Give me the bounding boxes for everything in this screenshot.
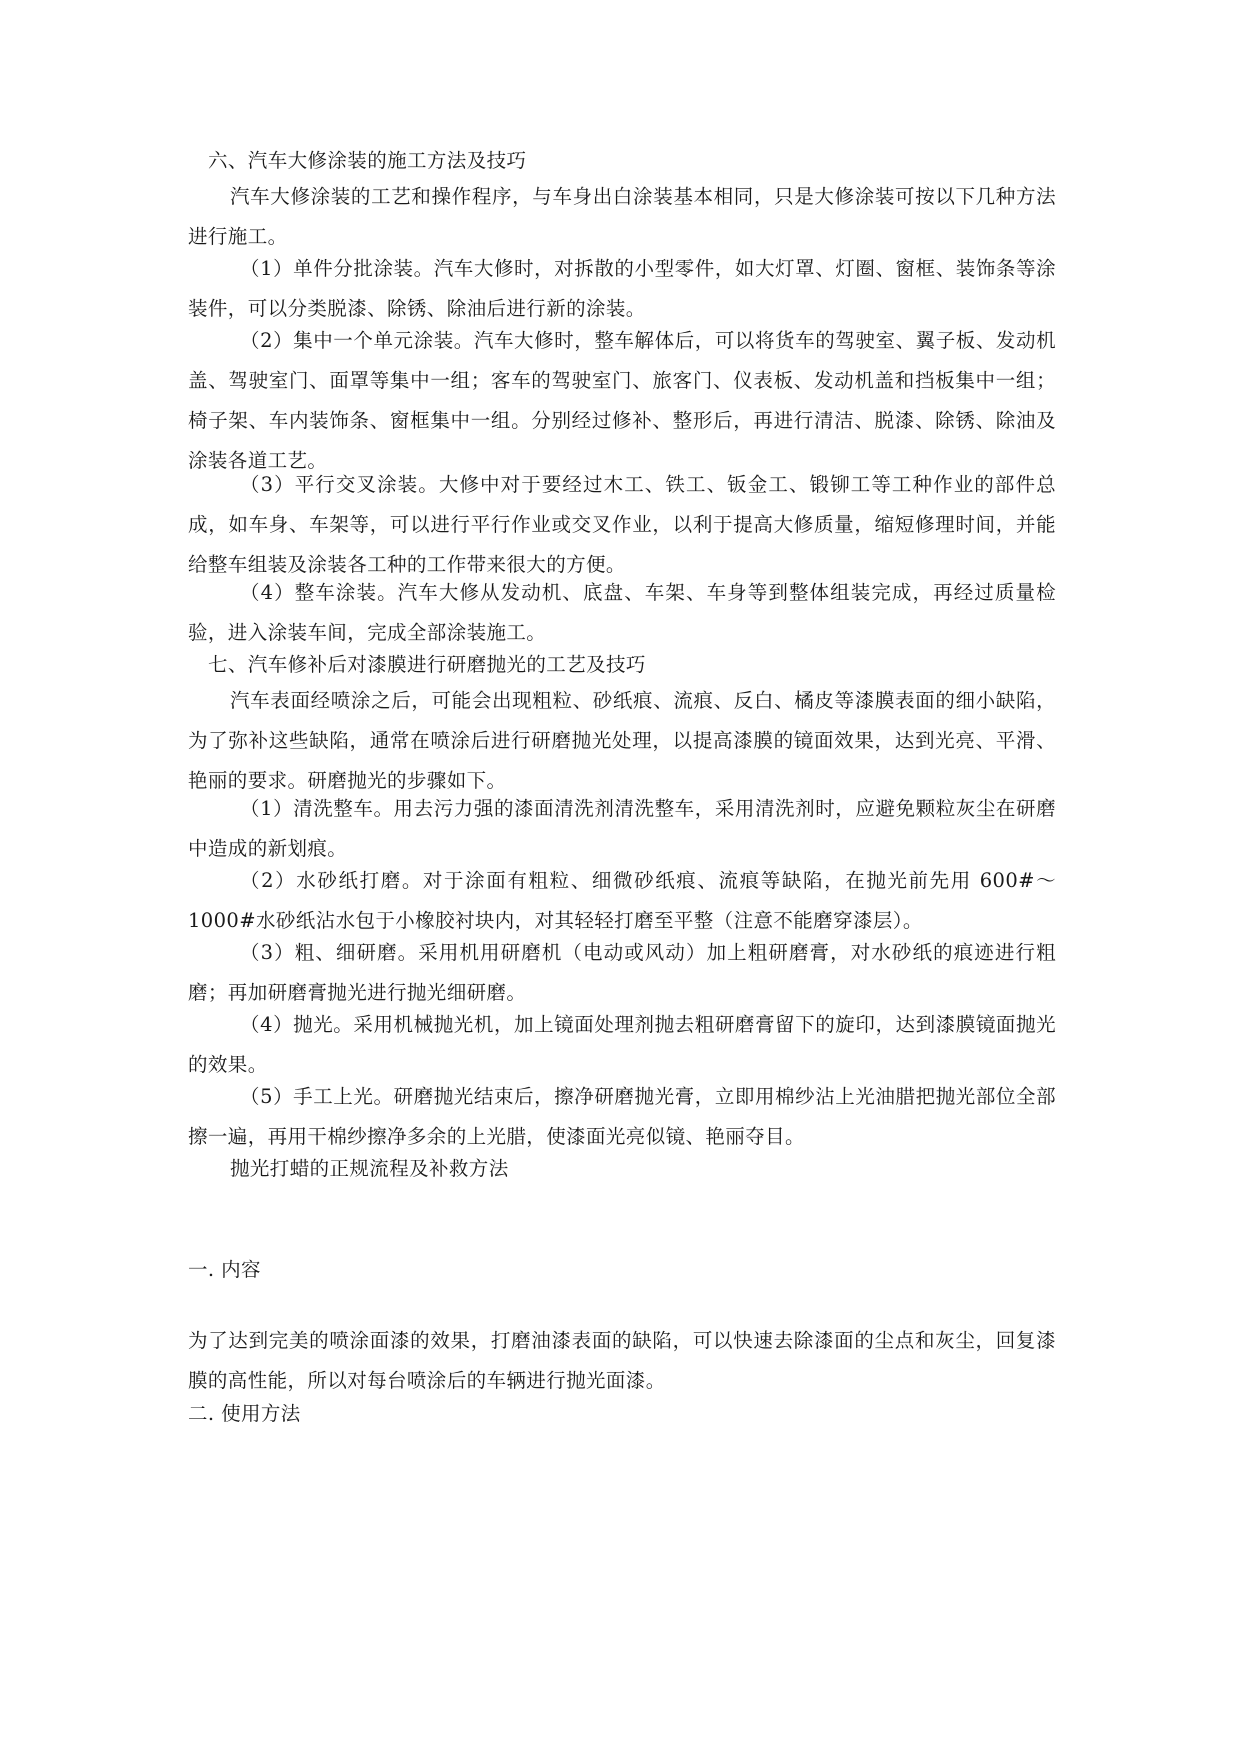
section-six-item-1-text: （1）单件分批涂装。汽车大修时，对拆散的小型零件，如大灯罩、灯圈、窗框、装饰条等涂装件，可以分类脱漆、除锈、除油后进行新的涂装。 [188, 257, 1056, 320]
section-six-item-3-text: （3）平行交叉涂装。大修中对于要经过木工、铁工、钣金工、锻铆工等工种作业的部件总成，如车身、车架等，可以进行平行作业或交叉作业，以利于提高大修质量，缩短修理时间，并能给整车组装及涂装各工种的工作带来很大的方便。 [188, 473, 1056, 576]
section-seven-intro [188, 681, 1056, 801]
section-six-item-2-text: （2）集中一个单元涂装。汽车大修时，整车解体后，可以将货车的驾驶室、翼子板、发动机盖、驾驶室门、面罩等集中一组；客车的驾驶室门、旅客门、仪表板、发动机盖和挡板集中一组；椅子架、车内装饰条、窗框集中一组。分别经过修补、整形后，再进行清洁、脱漆、除锈、除油及涂装各道工艺。 [188, 329, 1056, 472]
section-seven-intro-text: 汽车表面经喷涂之后，可能会出现粗粒、砂纸痕、流痕、反白、橘皮等漆膜表面的细小缺陷，为了弥补这些缺陷，通常在喷涂后进行研磨抛光处理，以提高漆膜的镜面效果，达到光亮、平滑、艳丽的要求。研磨抛光的步骤如下。 [188, 689, 1056, 792]
section-seven-item-4-text: （4）抛光。采用机械抛光机，加上镜面处理剂抛去粗研磨膏留下的旋印，达到漆膜镜面抛光的效果。 [188, 1013, 1056, 1076]
section-six-intro [188, 177, 1056, 257]
section-six-heading [188, 141, 1056, 181]
section-six-item-3 [188, 465, 1056, 585]
part-two-heading [188, 1394, 1056, 1434]
section-six-item-4-text: （4）整车涂装。汽车大修从发动机、底盘、车架、车身等到整体组装完成，再经过质量检验，进入涂装车间，完成全部涂装施工。 [188, 581, 1056, 644]
section-seven-item-2 [188, 861, 1056, 941]
section-six-item-2 [188, 321, 1056, 481]
section-seven-item-1-text: （1）清洗整车。用去污力强的漆面清洗剂清洗整车，采用清洗剂时，应避免颗粒灰尘在研磨中造成的新划痕。 [188, 797, 1056, 860]
part-one-heading [188, 1250, 1056, 1290]
wax-process-title [188, 1149, 1056, 1189]
section-seven-item-4 [188, 1005, 1056, 1085]
part-one-body-text: 为了达到完美的喷涂面漆的效果，打磨油漆表面的缺陷，可以快速去除漆面的尘点和灰尘，回复漆膜的高性能，所以对每台喷涂后的车辆进行抛光面漆。 [188, 1329, 1056, 1392]
section-seven-item-2-text: （2）水砂纸打磨。对于涂面有粗粒、细微砂纸痕、流痕等缺陷，在抛光前先用 600#～1000#水砂纸沾水包于小橡胶衬块内，对其轻轻打磨至平整（注意不能磨穿漆层）。 [188, 869, 1056, 932]
section-six-item-4 [188, 573, 1056, 653]
section-seven-item-3-text: （3）粗、细研磨。采用机用研磨机（电动或风动）加上粗研磨膏，对水砂纸的痕迹进行粗磨；再加研磨膏抛光进行抛光细研磨。 [188, 941, 1056, 1004]
section-six-heading-text: 六、汽车大修涂装的施工方法及技巧 [208, 149, 527, 172]
part-one-heading-text: 一. 内容 [188, 1258, 261, 1281]
section-seven-item-5-text: （5）手工上光。研磨抛光结束后，擦净研磨抛光膏，立即用棉纱沾上光油腊把抛光部位全部擦一遍，再用干棉纱擦净多余的上光腊，使漆面光亮似镜、艳丽夺目。 [188, 1085, 1056, 1148]
section-seven-heading-text: 七、汽车修补后对漆膜进行研磨抛光的工艺及技巧 [208, 653, 646, 676]
section-six-intro-text: 汽车大修涂装的工艺和操作程序，与车身出白涂装基本相同，只是大修涂装可按以下几种方法进行施工。 [188, 185, 1056, 248]
section-six-item-1 [188, 249, 1056, 329]
part-one-body [188, 1321, 1056, 1401]
part-two-heading-text: 二. 使用方法 [188, 1402, 301, 1425]
section-seven-heading [188, 645, 1056, 685]
section-seven-item-5 [188, 1077, 1056, 1157]
wax-process-title-text: 抛光打蜡的正规流程及补救方法 [230, 1157, 509, 1180]
section-seven-item-1 [188, 789, 1056, 869]
section-seven-item-3 [188, 933, 1056, 1013]
